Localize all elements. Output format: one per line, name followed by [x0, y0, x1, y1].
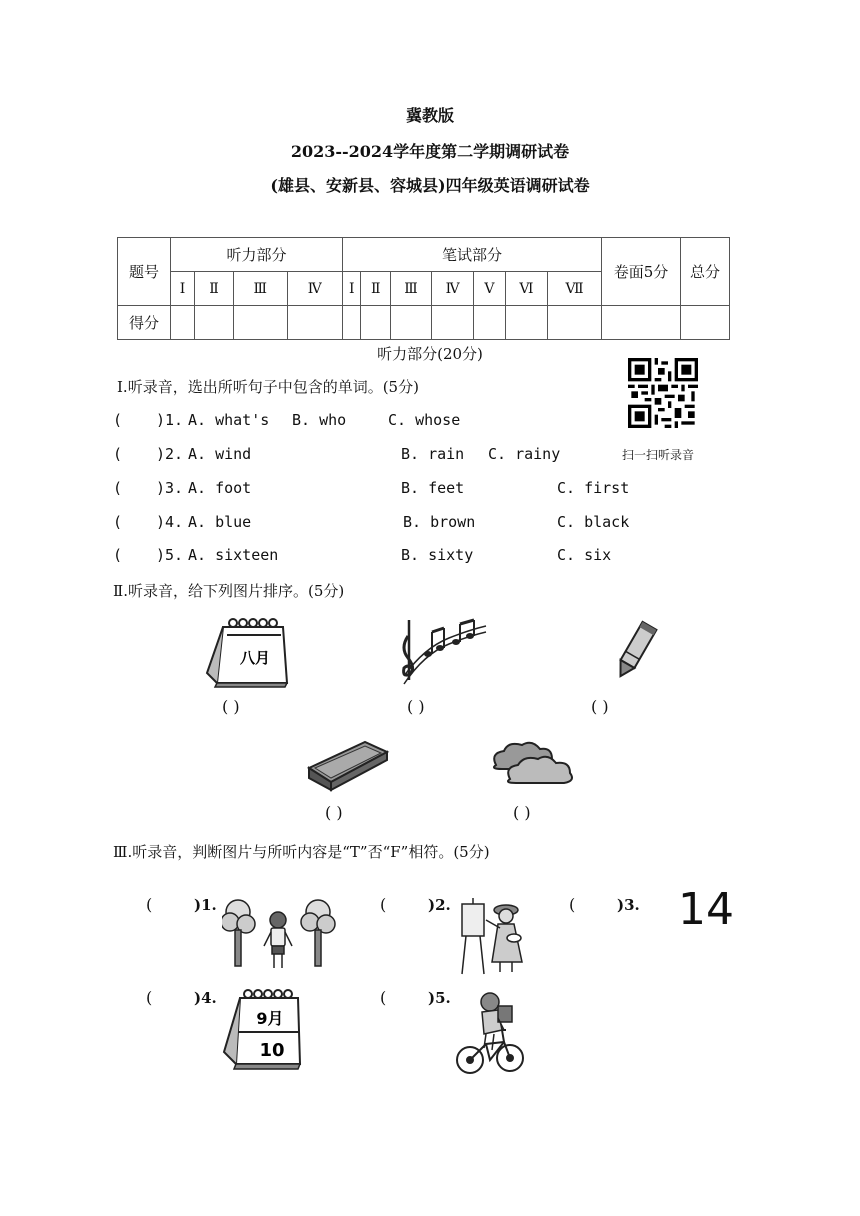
listening-heading: 听力部分(20分)	[377, 345, 483, 363]
picture-order-paren-2[interactable]: ( )	[407, 697, 425, 716]
total-header: 总分	[681, 238, 730, 306]
q3-option-a[interactable]: A. foot	[188, 479, 252, 497]
q2-option-a[interactable]: A. wind	[188, 445, 252, 463]
q4-option-a[interactable]: A. blue	[188, 513, 252, 531]
q3-number: )3.	[156, 479, 184, 497]
date-calendar-icon	[220, 986, 304, 1072]
pencil-box-icon	[303, 738, 391, 792]
score-cell[interactable]	[195, 306, 234, 340]
tf-item-5-number: )5.	[428, 989, 451, 1007]
q2-option-c[interactable]: C. rainy	[488, 445, 561, 463]
section1-title: Ⅰ.听录音，选出所听句子中包含的单词。(5分)	[117, 378, 419, 396]
tf-item-3-number: )3.	[617, 896, 640, 914]
exam-title: (雄县、安新县、容城县)四年级英语调研试卷	[270, 176, 590, 195]
q4-option-c[interactable]: C. black	[557, 513, 630, 531]
q2-paren[interactable]: (	[113, 445, 123, 463]
col-w1: Ⅰ	[343, 272, 361, 306]
q5-option-b[interactable]: B. sixty	[401, 546, 474, 564]
written-header: 笔试部分	[343, 238, 602, 272]
col-w7: Ⅶ	[548, 272, 602, 306]
tf-item-1-number: )1.	[194, 896, 217, 914]
q3-paren[interactable]: (	[113, 479, 123, 497]
picture-order-paren-5[interactable]: ( )	[513, 803, 531, 822]
tf-item-4-number: )4.	[194, 989, 217, 1007]
picture-order-paren-3[interactable]: ( )	[591, 697, 609, 716]
neatness-header: 卷面5分	[602, 238, 681, 306]
q4-paren[interactable]: (	[113, 513, 123, 531]
picture-order-paren-1[interactable]: ( )	[222, 697, 240, 716]
section3-title: Ⅲ.听录音，判断图片与所听内容是“T”否“F”相符。(5分)	[113, 843, 490, 861]
q4-option-b[interactable]: B. brown	[403, 513, 476, 531]
col-l2: Ⅱ	[195, 272, 234, 306]
tihao-header: 题号	[118, 238, 171, 306]
page-marker: 14	[678, 884, 734, 935]
girl-painting-icon	[456, 894, 532, 976]
calendar-month-text: 八月	[239, 649, 271, 667]
music-notes-icon	[394, 614, 490, 690]
crayon-icon	[612, 618, 658, 684]
calendar-icon	[203, 615, 293, 691]
q1-option-c[interactable]: C. whose	[388, 411, 461, 429]
score-cell[interactable]	[391, 306, 432, 340]
score-cell[interactable]	[287, 306, 343, 340]
q5-paren[interactable]: (	[113, 546, 123, 564]
score-cell[interactable]	[343, 306, 361, 340]
qr-caption: 扫一扫听录音	[622, 448, 695, 462]
col-l3: Ⅲ	[233, 272, 287, 306]
q1-number: )1.	[156, 411, 184, 429]
qr-code-icon	[628, 358, 698, 428]
listening-header: 听力部分	[171, 238, 343, 272]
score-cell[interactable]	[361, 306, 391, 340]
tf-paren-4[interactable]: (	[146, 988, 153, 1007]
score-cell[interactable]	[602, 306, 681, 340]
cloud-icon	[486, 737, 578, 789]
defen-label: 得分	[118, 306, 171, 340]
q2-option-b[interactable]: B. rain	[401, 445, 465, 463]
tf-item-2-number: )2.	[428, 896, 451, 914]
q3-option-c[interactable]: C. first	[557, 479, 630, 497]
col-w3: Ⅲ	[391, 272, 432, 306]
score-cell[interactable]	[474, 306, 505, 340]
score-cell[interactable]	[548, 306, 602, 340]
picture-order-paren-4[interactable]: ( )	[325, 803, 343, 822]
q1-option-a[interactable]: A. what's	[188, 411, 270, 429]
score-cell[interactable]	[505, 306, 548, 340]
q1-option-b[interactable]: B. who	[292, 411, 347, 429]
col-w5: Ⅴ	[474, 272, 505, 306]
tf-paren-2[interactable]: (	[380, 895, 387, 914]
score-table	[117, 237, 730, 340]
publisher-title: 冀教版	[405, 106, 454, 125]
tf-paren-1[interactable]: (	[146, 895, 153, 914]
score-cell[interactable]	[233, 306, 287, 340]
q1-paren[interactable]: (	[113, 411, 123, 429]
q5-option-c[interactable]: C. six	[557, 546, 612, 564]
score-cell[interactable]	[431, 306, 473, 340]
boy-with-trees-icon	[222, 892, 336, 972]
tf-paren-5[interactable]: (	[380, 988, 387, 1007]
score-cell[interactable]	[171, 306, 195, 340]
q4-number: )4.	[156, 513, 184, 531]
q5-number: )5.	[156, 546, 184, 564]
section2-title: Ⅱ.听录音，给下列图片排序。(5分)	[113, 582, 345, 600]
term-title: 2023--2024学年度第二学期调研试卷	[290, 142, 570, 161]
col-w6: Ⅵ	[505, 272, 548, 306]
tf-paren-3[interactable]: (	[569, 895, 576, 914]
col-l1: Ⅰ	[171, 272, 195, 306]
calendar-month: 9月	[256, 1009, 284, 1028]
col-w2: Ⅱ	[361, 272, 391, 306]
q3-option-b[interactable]: B. feet	[401, 479, 465, 497]
score-cell[interactable]	[681, 306, 730, 340]
boy-riding-bike-icon	[454, 988, 526, 1080]
q5-option-a[interactable]: A. sixteen	[188, 546, 279, 564]
calendar-day: 10	[259, 1040, 285, 1061]
q2-number: )2.	[156, 445, 184, 463]
col-w4: Ⅳ	[431, 272, 473, 306]
col-l4: Ⅳ	[287, 272, 343, 306]
